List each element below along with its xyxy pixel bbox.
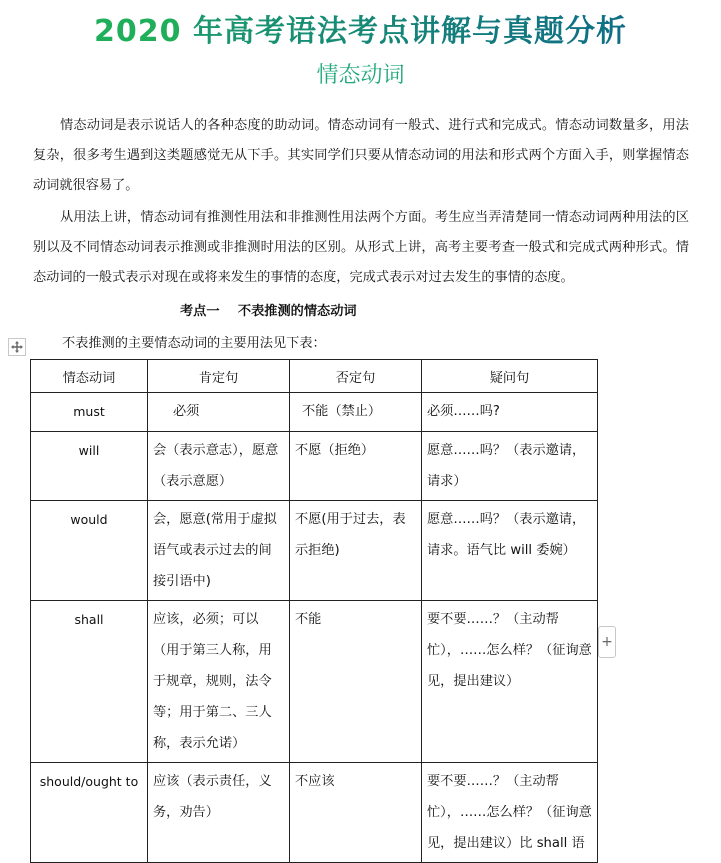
cell-verb: shall xyxy=(31,601,148,763)
table-row xyxy=(31,432,598,501)
table-header-row xyxy=(31,360,598,393)
cell-question: 要不要……？（主动帮忙），……怎么样？（征询意见，提出建议） xyxy=(422,601,598,763)
intro-paragraph-1: 情态动词是表示说话人的各种态度的助动词。情态动词有一般式、进行式和完成式。情态动词数量多，用法复杂，很多考生遇到这类题感觉无从下手。其实同学们只要从情态动词的用法和形式两个方面入手，则掌握情态动词就很容易了。 xyxy=(33,118,689,193)
cell-negative: 不愿(用于过去，表示拒绝) xyxy=(290,501,422,601)
table-row xyxy=(31,393,598,432)
cell-negative: 不能 xyxy=(290,601,422,763)
intro-paragraph-2: 从用法上讲，情态动词有推测性用法和非推测性用法两个方面。考生应当弄清楚同一情态动词两种用法的区别以及不同情态动词表示推测或非推测时用法的区别。从形式上讲，高考主要考查一般式和完成式两种形式。情态动词的一般式表示对现在或将来发生的事情的态度，完成式表示对过去发生的事情的态度。 xyxy=(33,210,689,285)
cell-affirmative: 应该，必须；可以（用于第三人称，用于规章，规则，法令等；用于第二、三人称，表示允诺） xyxy=(148,601,290,763)
modal-verbs-table xyxy=(30,359,598,863)
page-subtitle: 情态动词 xyxy=(316,63,405,88)
header-question: 疑问句 xyxy=(422,360,598,393)
page-title xyxy=(0,6,721,50)
title-year: 2020 xyxy=(94,14,182,49)
cell-affirmative: 必须 xyxy=(148,393,290,432)
cell-negative: 不能（禁止） xyxy=(290,393,422,432)
cell-affirmative: 应该（表示责任，义务，劝告） xyxy=(148,763,290,863)
header-negative: 否定句 xyxy=(290,360,422,393)
section-heading: 考点一 不表推测的情态动词 xyxy=(180,304,357,319)
cell-negative: 不愿（拒绝） xyxy=(290,432,422,501)
add-column-icon[interactable]: + xyxy=(598,626,616,658)
cell-verb: must xyxy=(31,393,148,432)
cell-question: 愿意……吗？（表示邀请，请求。语气比 will 委婉） xyxy=(422,501,598,601)
header-affirmative: 肯定句 xyxy=(148,360,290,393)
table-intro: 不表推测的主要情态动词的主要用法见下表： xyxy=(62,336,326,351)
cell-verb: will xyxy=(31,432,148,501)
table-row xyxy=(31,501,598,601)
cell-affirmative: 会，愿意(常用于虚拟语气或表示过去的间接引语中) xyxy=(148,501,290,601)
move-arrows-icon xyxy=(11,341,23,353)
title-text: 年高考语法考点讲解与真题分析 xyxy=(181,14,627,49)
cell-verb: should/ought to xyxy=(31,763,148,863)
cell-question: 愿意……吗？（表示邀请，请求） xyxy=(422,432,598,501)
table-move-icon[interactable] xyxy=(8,338,26,356)
header-verb: 情态动词 xyxy=(31,360,148,393)
cell-verb: would xyxy=(31,501,148,601)
cell-negative: 不应该 xyxy=(290,763,422,863)
cell-question: 必须……吗? xyxy=(422,393,598,432)
cell-question: 要不要……？（主动帮忙），……怎么样？（征询意见，提出建议）比 shall 语 xyxy=(422,763,598,863)
cell-affirmative: 会（表示意志），愿意（表示意愿） xyxy=(148,432,290,501)
table-row xyxy=(31,763,598,863)
table-row xyxy=(31,601,598,763)
